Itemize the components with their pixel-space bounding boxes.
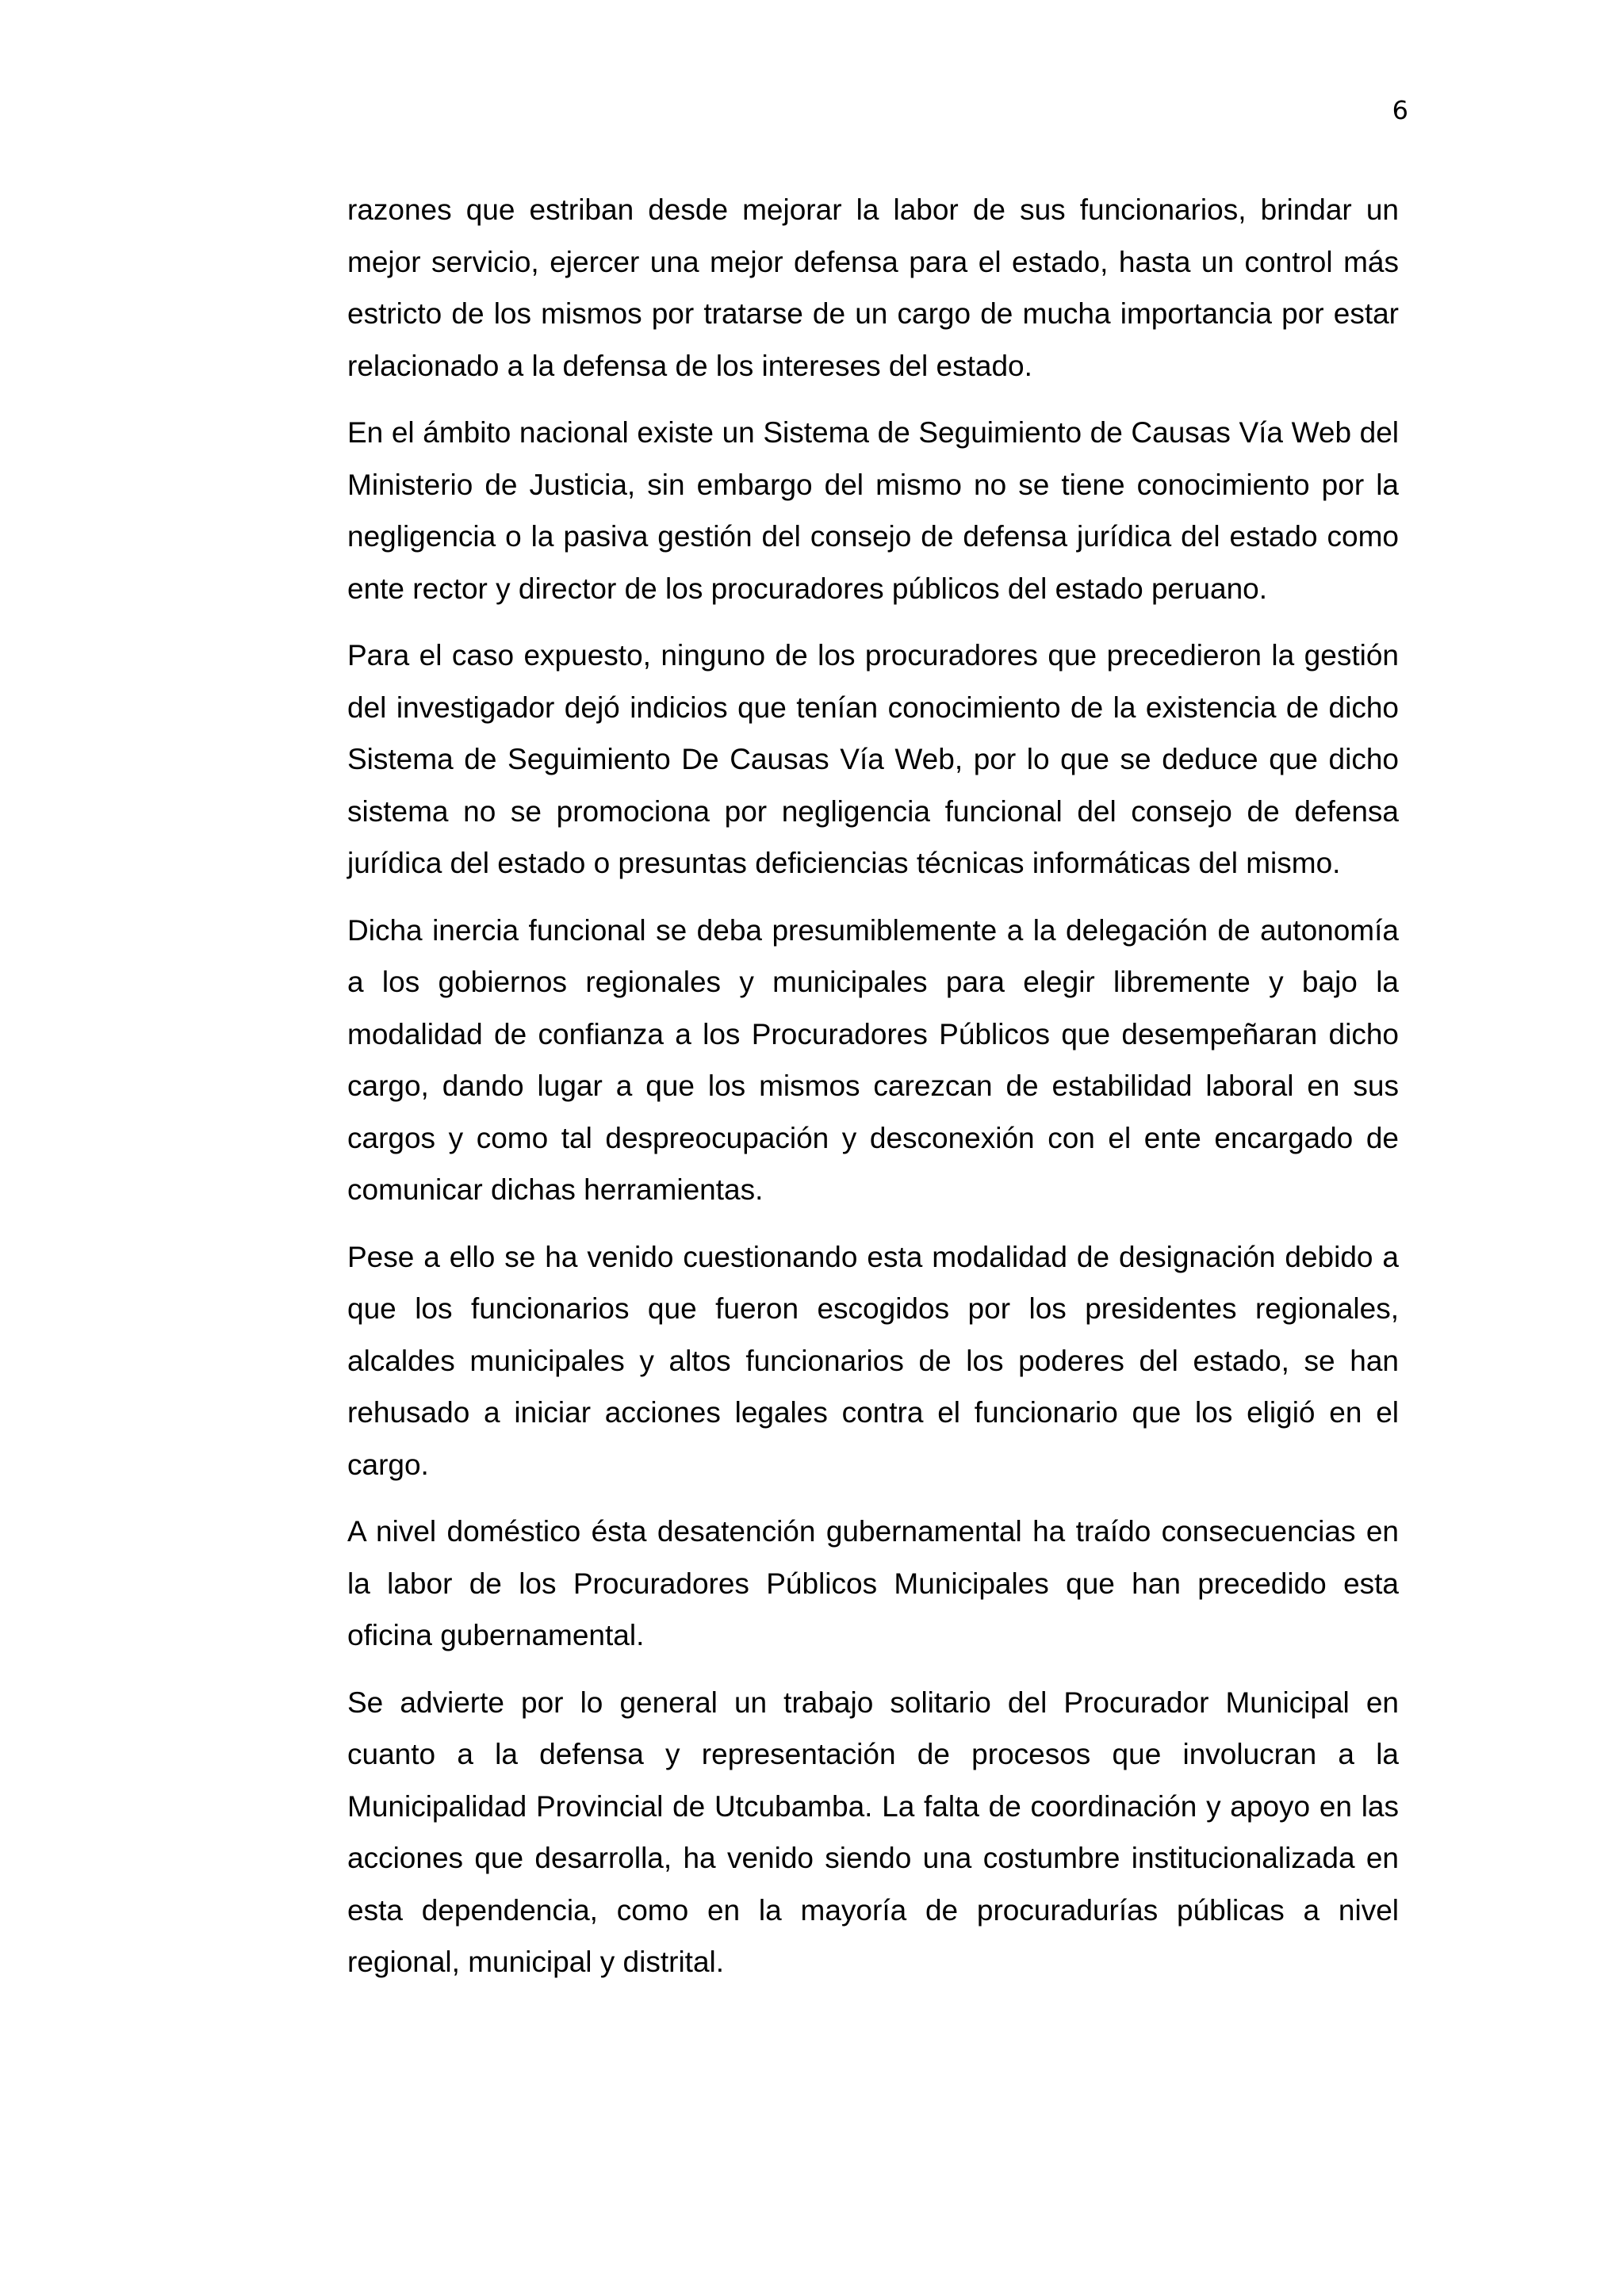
- paragraph-6: A nivel doméstico ésta desatención gubernamental ha traído consecuencias en la labor de los Procuradores Públicos Municipales que han precedido esta oficina gubernamental.: [347, 1515, 1399, 1651]
- paragraph-4: Dicha inercia funcional se deba presumiblemente a la delegación de autonomía a los gobiernos regionales y municipales para elegir libremente y bajo la modalidad de confianza a los Procuradores Públicos que desempeñaran dicho cargo, dando lugar a que los mismos carezcan de estabilidad laboral en sus cargos y como tal despreocupación y desconexión con el ente encargado de comunicar dichas herramientas.: [347, 913, 1399, 1206]
- paragraph-2: En el ámbito nacional existe un Sistema de Seguimiento de Causas Vía Web del Ministerio de Justicia, sin embargo del mismo no se tiene conocimiento por la negligencia o la pasiva gestión del consejo de defensa jurídica del estado como ente rector y director de los procuradores públicos del estado peruano.: [347, 416, 1399, 605]
- paragraph-5: Pese a ello se ha venido cuestionando esta modalidad de designación debido a que los funcionarios que fueron escogidos por los presidentes regionales, alcaldes municipales y altos funcionarios de los poderes del estado, se han rehusado a iniciar acciones legales contra el funcionario que los eligió en el cargo.: [347, 1240, 1399, 1481]
- page-number: 6: [1392, 95, 1408, 125]
- body-text: [347, 184, 1399, 2003]
- paragraph-3: Para el caso expuesto, ninguno de los procuradores que precedieron la gestión del investigador dejó indicios que tenían conocimiento de la existencia de dicho Sistema de Seguimiento De Causas Vía Web, por lo que se deduce que dicho sistema no se promociona por negligencia funcional del consejo de defensa jurídica del estado o presuntas deficiencias técnicas informáticas del mismo.: [347, 639, 1399, 879]
- paragraph-1: razones que estriban desde mejorar la labor de sus funcionarios, brindar un mejor servicio, ejercer una mejor defensa para el estado, hasta un control más estricto de los mismos por tratarse de un cargo de mucha importancia por estar relacionado a la defensa de los intereses del estado.: [347, 193, 1399, 382]
- paragraph-7: Se advierte por lo general un trabajo solitario del Procurador Municipal en cuanto a la defensa y representación de procesos que involucran a la Municipalidad Provincial de Utcubamba. La falta de coordinación y apoyo en las acciones que desarrolla, ha venido siendo una costumbre institucionalizada en esta dependencia, como en la mayoría de procuradurías públicas a nivel regional, municipal y distrital.: [347, 1686, 1399, 1978]
